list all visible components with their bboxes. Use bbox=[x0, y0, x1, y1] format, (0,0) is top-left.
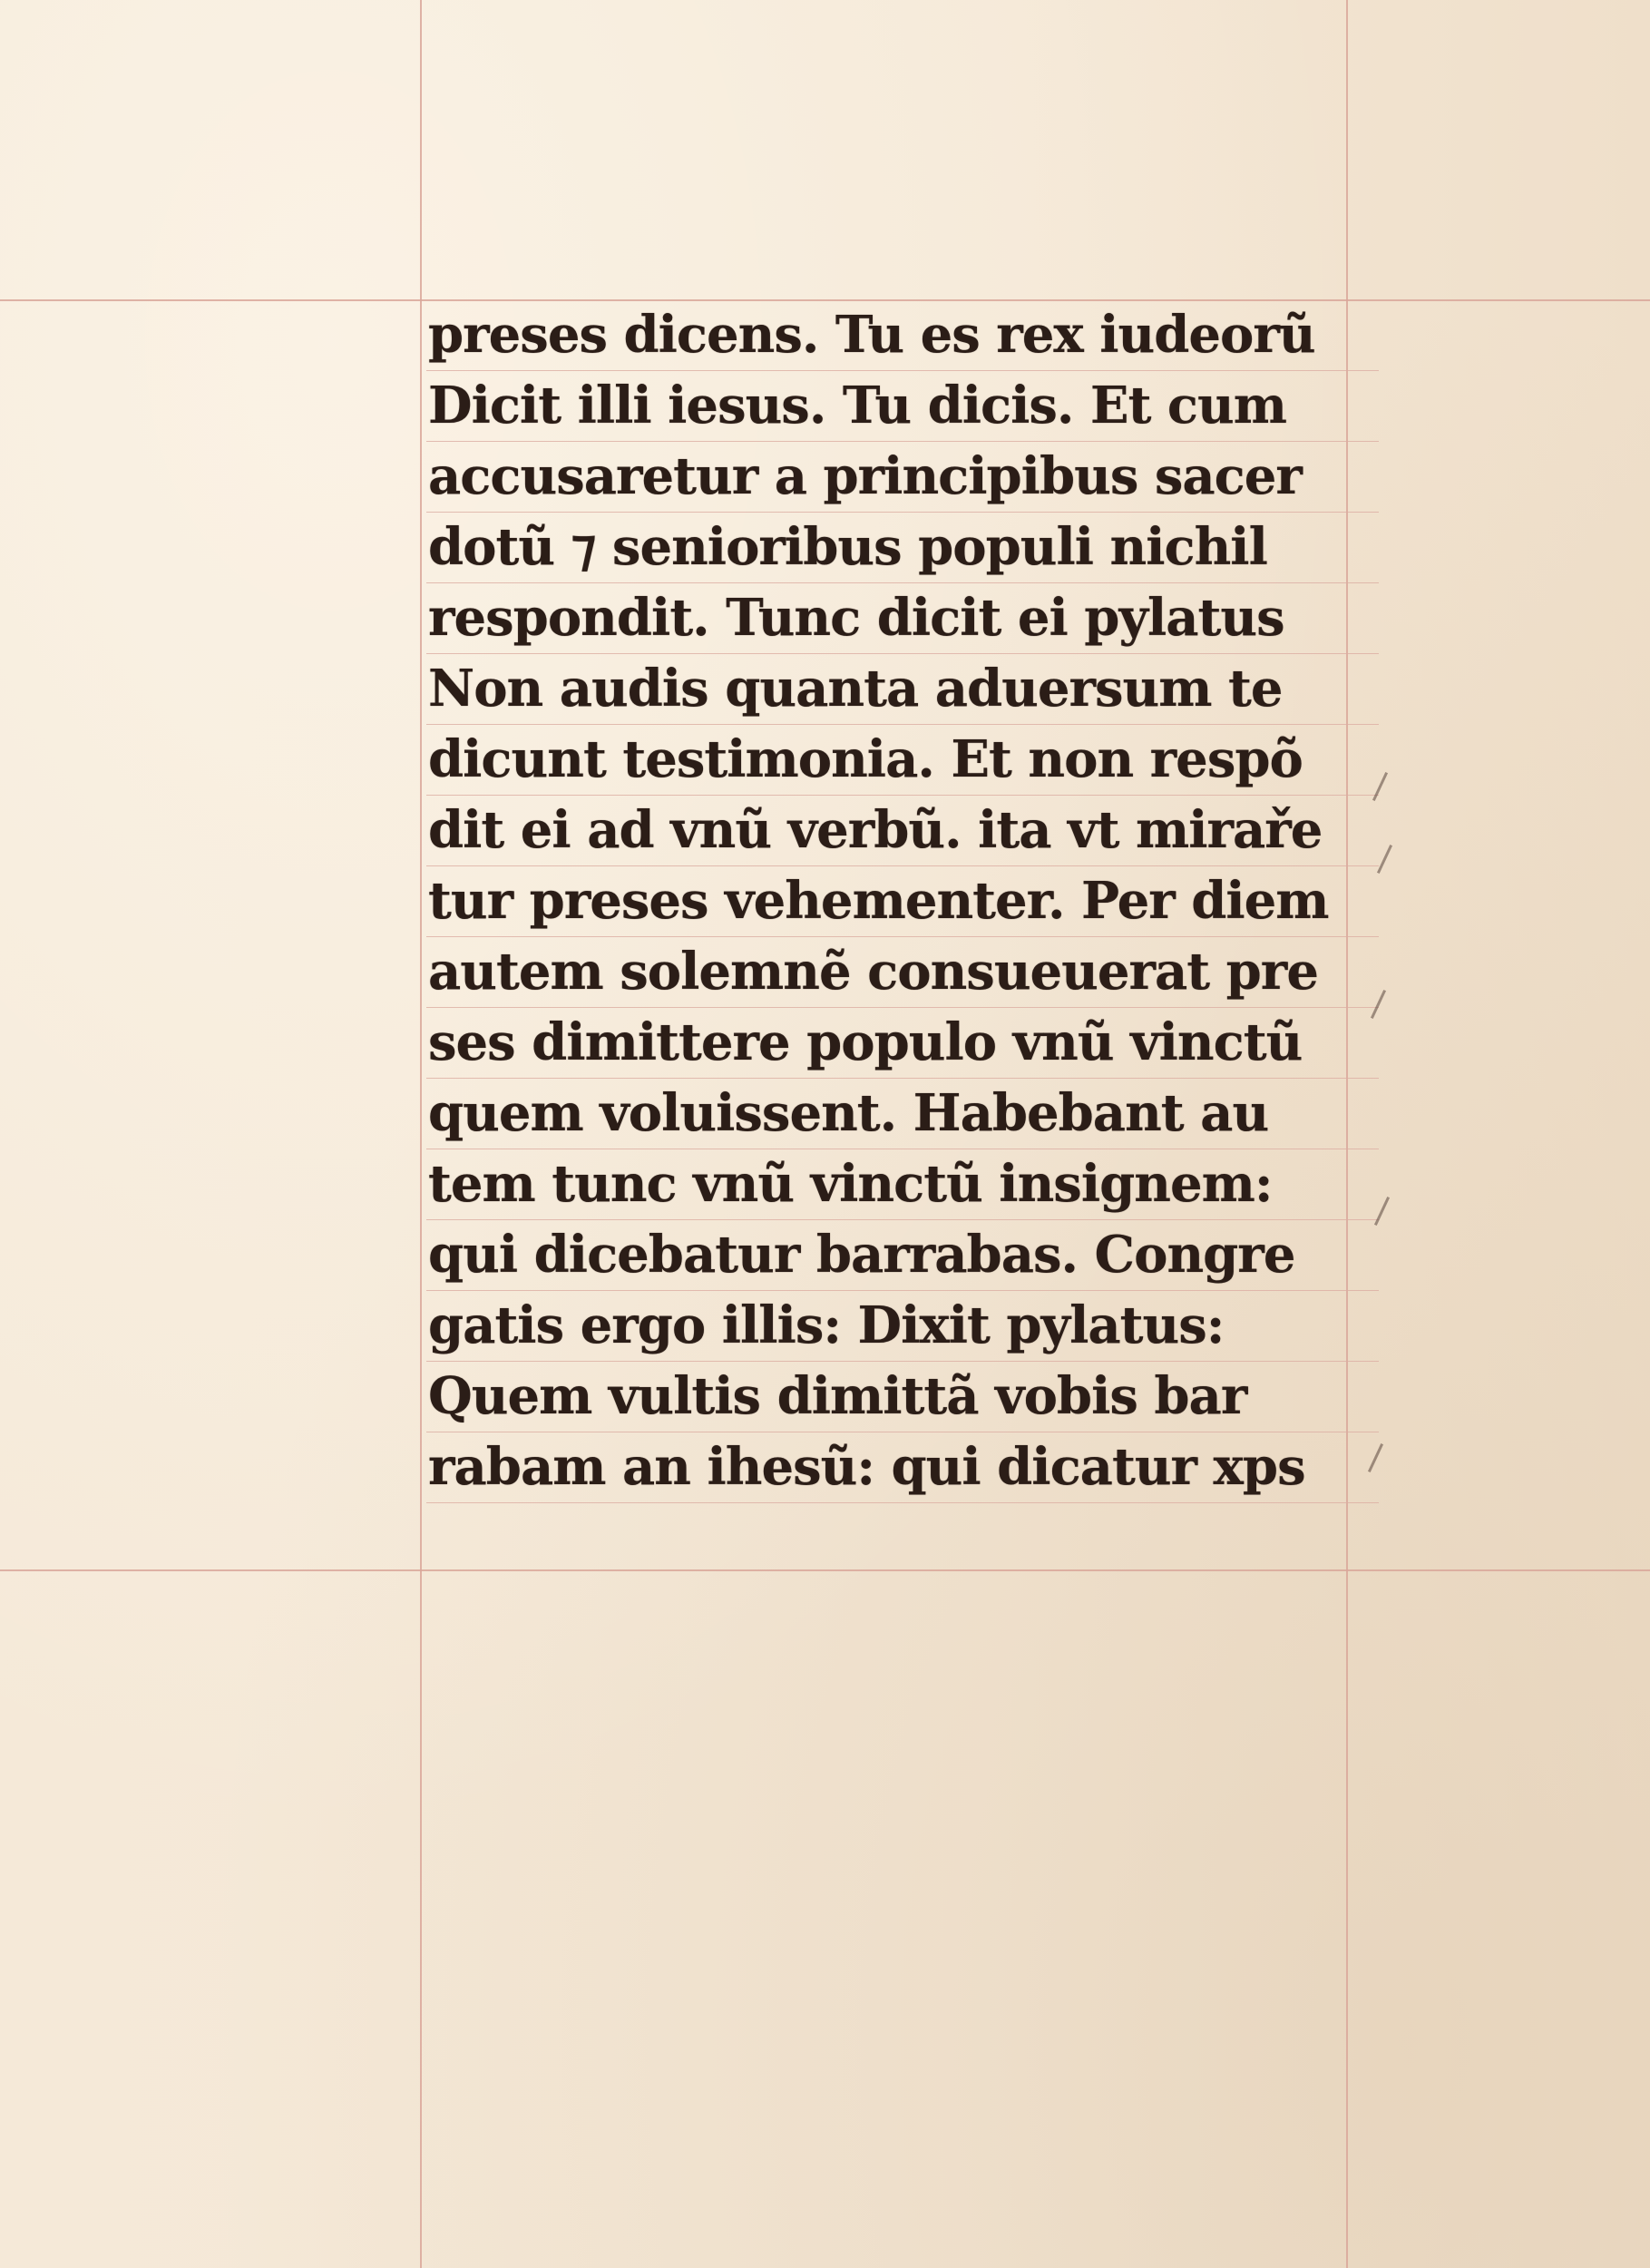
text-line: Non audis quanta aduersum te bbox=[428, 659, 1283, 719]
text-line: rabam an ihesũ: qui dicatur xps bbox=[428, 1437, 1305, 1497]
text-line: tem tunc vnũ vinctũ insignem: bbox=[428, 1154, 1273, 1214]
text-line: dotũ ⁊ senioribus populi nichil bbox=[428, 517, 1267, 577]
text-line: respondit. Tunc dicit ei pylatus bbox=[428, 588, 1284, 648]
text-line: quem voluissent. Habebant au bbox=[428, 1083, 1269, 1143]
text-line: Dicit illi iesus. Tu dicis. Et cum bbox=[428, 376, 1286, 435]
text-line: accusaretur a principibus sacer bbox=[428, 446, 1302, 506]
text-line: tur preses vehementer. Per diem bbox=[428, 871, 1329, 931]
text-line: dit ei ad vnũ verbũ. ita vt miraře bbox=[428, 800, 1323, 860]
text-line: ses dimittere populo vnũ vinctũ bbox=[428, 1012, 1303, 1072]
text-line: Quem vultis dimittã vobis bar bbox=[428, 1366, 1247, 1426]
text-line: qui dicebatur barrabas. Congre bbox=[428, 1225, 1295, 1285]
ruling-line-left bbox=[420, 0, 422, 2268]
text-line: preses dicens. Tu es rex iudeorũ bbox=[428, 305, 1315, 365]
text-line: autem solemnẽ consueuerat pre bbox=[428, 942, 1318, 1002]
text-line: dicunt testimonia. Et non respõ bbox=[428, 729, 1303, 789]
ruling-line-bottom bbox=[0, 1569, 1650, 1571]
text-ruling bbox=[426, 1502, 1379, 1503]
manuscript-text bbox=[428, 299, 1408, 1502]
text-line: gatis ergo illis: Dixit pylatus: bbox=[428, 1295, 1225, 1355]
